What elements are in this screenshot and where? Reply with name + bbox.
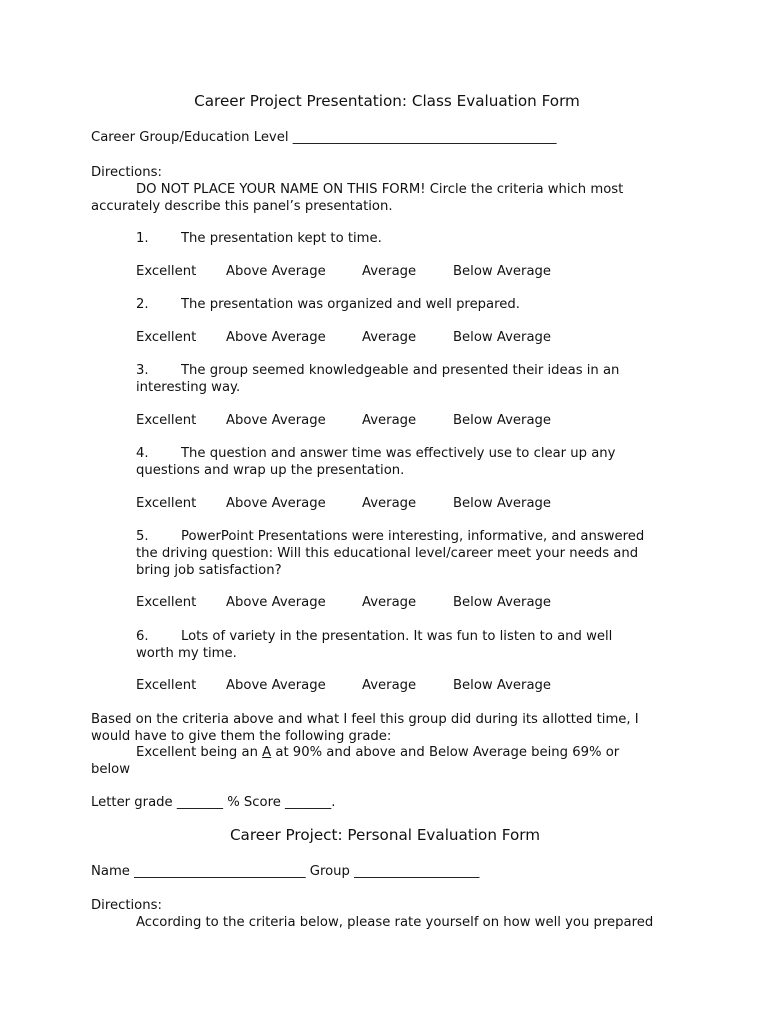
option-average[interactable]: Average — [362, 678, 417, 693]
option-above-average[interactable]: Above Average — [226, 330, 326, 345]
grade-intro-line-1: Based on the criteria above and what I feel this group did during its allotted time, I — [91, 712, 639, 727]
criterion-number: 5. — [136, 529, 149, 544]
grade-scale-line — [136, 744, 619, 761]
option-above-average[interactable]: Above Average — [226, 678, 326, 693]
criterion-text: The group seemed knowledgeable and presented their ideas in an — [181, 363, 620, 378]
criterion-number: 1. — [136, 231, 149, 246]
grade-letter-a: A — [262, 745, 272, 760]
option-average[interactable]: Average — [362, 264, 417, 279]
grade-intro-line-2: would have to give them the following grade: — [91, 729, 392, 744]
option-excellent[interactable]: Excellent — [136, 496, 197, 511]
option-below-average[interactable]: Below Average — [453, 678, 552, 693]
criterion-number: 6. — [136, 629, 149, 644]
criterion-text-continued: the driving question: Will this educational level/career meet your needs and — [136, 546, 639, 561]
option-average[interactable]: Average — [362, 413, 417, 428]
option-below-average[interactable]: Below Average — [453, 330, 552, 345]
criterion-text-continued: questions and wrap up the presentation. — [136, 463, 405, 478]
criterion-text-continued: bring job satisfaction? — [136, 563, 282, 578]
criterion-text-continued: worth my time. — [136, 646, 237, 661]
criterion-number: 4. — [136, 446, 149, 461]
option-above-average[interactable]: Above Average — [226, 264, 326, 279]
class-form-title: Career Project Presentation: Class Evaluation Form — [194, 92, 580, 110]
option-excellent[interactable]: Excellent — [136, 595, 197, 610]
option-below-average[interactable]: Below Average — [453, 264, 552, 279]
option-excellent[interactable]: Excellent — [136, 678, 197, 693]
criterion-text: The question and answer time was effectively use to clear up any — [181, 446, 616, 461]
directions-line-1: DO NOT PLACE YOUR NAME ON THIS FORM! Circle the criteria which most — [136, 182, 624, 197]
criterion-text: The presentation kept to time. — [181, 231, 382, 246]
criterion-text: The presentation was organized and well prepared. — [181, 297, 520, 312]
option-above-average[interactable]: Above Average — [226, 496, 326, 511]
letter-grade-line: Letter grade _______ % Score _______. — [91, 795, 336, 810]
criterion-number: 3. — [136, 363, 149, 378]
option-below-average[interactable]: Below Average — [453, 413, 552, 428]
option-above-average[interactable]: Above Average — [226, 595, 326, 610]
option-below-average[interactable]: Below Average — [453, 595, 552, 610]
option-average[interactable]: Average — [362, 496, 417, 511]
directions-label: Directions: — [91, 165, 162, 180]
career-group-line: Career Group/Education Level ________________________________________ — [91, 130, 557, 145]
grade-scale-post: at 90% and above and Below Average being 69% or — [271, 745, 620, 760]
grade-scale-pre: Excellent being an — [136, 745, 263, 760]
name-group-line: Name __________________________ Group ___________________ — [91, 864, 480, 879]
option-excellent[interactable]: Excellent — [136, 264, 197, 279]
option-excellent[interactable]: Excellent — [136, 330, 197, 345]
option-above-average[interactable]: Above Average — [226, 413, 326, 428]
option-average[interactable]: Average — [362, 595, 417, 610]
personal-directions-line-1: According to the criteria below, please rate yourself on how well you prepared — [136, 915, 654, 930]
option-excellent[interactable]: Excellent — [136, 413, 197, 428]
criterion-text: Lots of variety in the presentation. It was fun to listen to and well — [181, 629, 613, 644]
option-average[interactable]: Average — [362, 330, 417, 345]
grade-scale-line-2: below — [91, 762, 131, 777]
criterion-text: PowerPoint Presentations were interesting, informative, and answered — [181, 529, 645, 544]
criterion-number: 2. — [136, 297, 149, 312]
criterion-text-continued: interesting way. — [136, 380, 241, 395]
personal-directions-label: Directions: — [91, 898, 162, 913]
directions-line-2: accurately describe this panel’s presentation. — [91, 199, 393, 214]
personal-form-title: Career Project: Personal Evaluation Form — [229, 826, 541, 844]
option-below-average[interactable]: Below Average — [453, 496, 552, 511]
